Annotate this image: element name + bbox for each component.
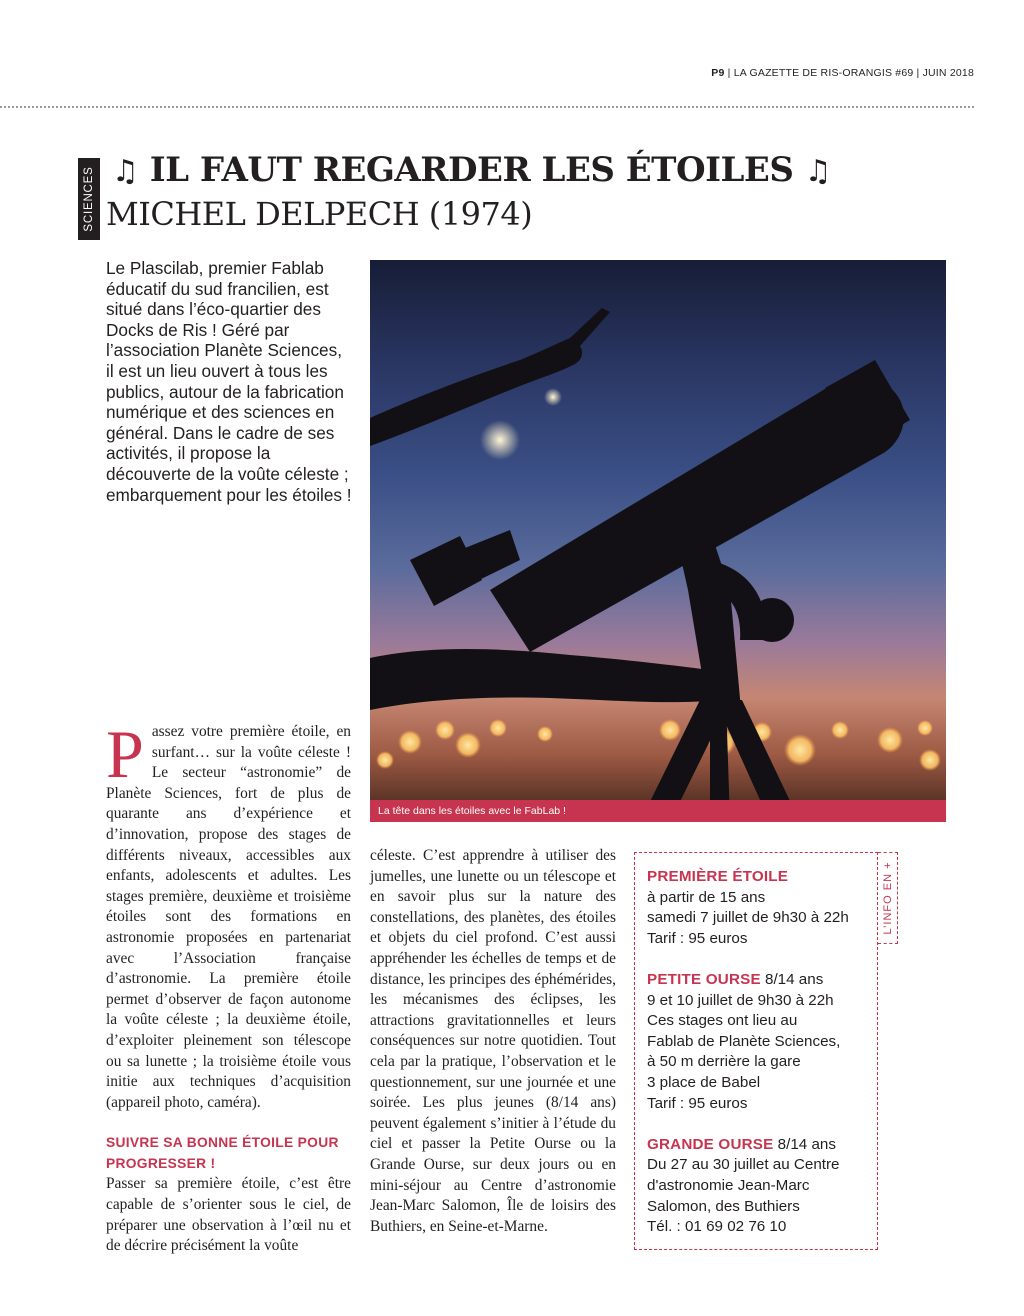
info-block-heading (647, 867, 877, 888)
info-block-heading (647, 1135, 877, 1156)
info-line: Salomon, des Buthiers (647, 1197, 800, 1215)
info-box-tab (878, 852, 898, 944)
info-block (647, 1135, 877, 1238)
headline (112, 150, 831, 192)
info-line: à partir de 15 ans (647, 888, 766, 906)
music-note-icon: ♫ (112, 154, 139, 189)
article-paragraph: assez votre première étoile, en surfant… sur la voûte céleste ! Le secteur “astronomie” de Planète Sciences, fort de plus de quarante ans d’expérience et d’innovation, propose des stages de différents niveaux, accessibles aux enfants, adolescents et adultes. Les stages première, deuxième et troisième étoiles sont des formations en astronomie proposées en partenariat avec l’Association française d’astronomie. La première étoile permet d’observer de façon autonome la voûte céleste ; la deuxième étoile, d’exploiter pleinement son télescope ou sa lunette ; la troisième étoile vous initie aux techniques d’acquisition (appareil photo, caméra). (106, 723, 351, 1111)
intro-paragraph: Le Plascilab, premier Fablab éducatif du sud francilien, est situé dans l’éco-quartier des Docks de Ris ! Géré par l’association Planète Sciences, il est un lieu ouvert à tous les publics, autour de la fabrication numérique et des sciences en général. Dans le cadre de ses activités, il propose la découverte de la voûte céleste ; embarquement pour les étoiles ! (106, 258, 352, 505)
telescope-silhouette (370, 308, 910, 822)
info-block-age: 8/14 ans (760, 970, 824, 988)
info-line: 3 place de Babel (647, 1073, 761, 1091)
info-line: samedi 7 juillet de 9h30 à 22h (647, 909, 849, 927)
page-number: P9 (711, 67, 725, 79)
info-block-heading (647, 970, 877, 991)
info-line: Du 27 au 30 juillet au Centre (647, 1156, 840, 1174)
article-column-middle (370, 846, 616, 1237)
bokeh-light (480, 420, 520, 460)
issue-date: JUIN 2018 (922, 67, 974, 79)
music-note-icon: ♫ (804, 154, 832, 189)
running-header: P9 | LA GAZETTE DE RIS-ORANGIS #69 | JUIN 2018 (711, 67, 974, 79)
headline-subtitle: MICHEL DELPECH (1974) (106, 195, 533, 233)
article-subheading: SUIVRE SA BONNE ÉTOILE POUR PROGRESSER ! (106, 1135, 339, 1171)
info-block (647, 970, 877, 1114)
article-paragraph: céleste. C’est apprendre à utiliser des jumelles, une lunette ou un télescope et en savoir plus sur la nature des constellations, des planètes, des étoiles et objets du ciel profond. C’est aussi appréhender les échelles de temps et de distance, les principes des éphémérides, les mécanismes des éclipses, les attractions gravitationnelles et leurs conséquences sur notre quotidien. Tout cela par la pratique, l’observation et le questionnement, sur une journée et une soirée. Les plus jeunes (8/14 ans) peuvent également s’initier à l’étude du ciel et passer la Petite Ourse ou la Grande Ourse, sur deux jours ou en mini-séjour au Centre d’astronomie Jean-Marc Salomon, Île de loisirs des Buthiers, en Seine-et-Marne. (370, 847, 616, 1235)
info-line: Ces stages ont lieu au (647, 1012, 798, 1030)
section-label: SCIENCES (83, 166, 95, 232)
info-block-age: 8/14 ans (773, 1135, 836, 1153)
article-paragraph: Passer sa première étoile, c’est être capable de s’orienter sous le ciel, de préparer une observation à l’œil nu et de décrire précisément la voûte (106, 1175, 351, 1255)
article-column-left (106, 716, 351, 1257)
headline-title: IL FAUT REGARDER LES ÉTOILES (149, 150, 794, 190)
info-line: Tarif : 95 euros (647, 929, 748, 947)
info-line: d'astronomie Jean-Marc (647, 1176, 810, 1194)
drop-cap: P (106, 716, 144, 792)
info-line: Fablab de Planète Sciences, (647, 1032, 841, 1050)
telescope-photo (370, 260, 946, 822)
info-box-content (647, 867, 877, 1258)
info-block (647, 867, 877, 949)
info-line: à 50 m derrière la gare (647, 1053, 801, 1071)
publication-name: LA GAZETTE DE RIS-ORANGIS #69 (733, 67, 914, 79)
info-line: Tarif : 95 euros (647, 1094, 748, 1112)
photo-caption: La tête dans les étoiles avec le FabLab ! (370, 800, 946, 822)
info-block-title: GRANDE OURSE (647, 1135, 774, 1153)
info-block-title: PETITE OURSE (647, 970, 761, 988)
section-tab (78, 158, 100, 240)
city-lights (376, 719, 941, 771)
bokeh-light (544, 388, 562, 406)
header-divider (0, 106, 974, 108)
telescope-silhouette-illustration (370, 260, 946, 822)
info-line: Tél. : 01 69 02 76 10 (647, 1218, 787, 1236)
info-line: 9 et 10 juillet de 9h30 à 22h (647, 991, 834, 1009)
info-block-title: PREMIÈRE ÉTOILE (647, 868, 789, 885)
info-tab-label: L’INFO EN + (881, 861, 894, 935)
